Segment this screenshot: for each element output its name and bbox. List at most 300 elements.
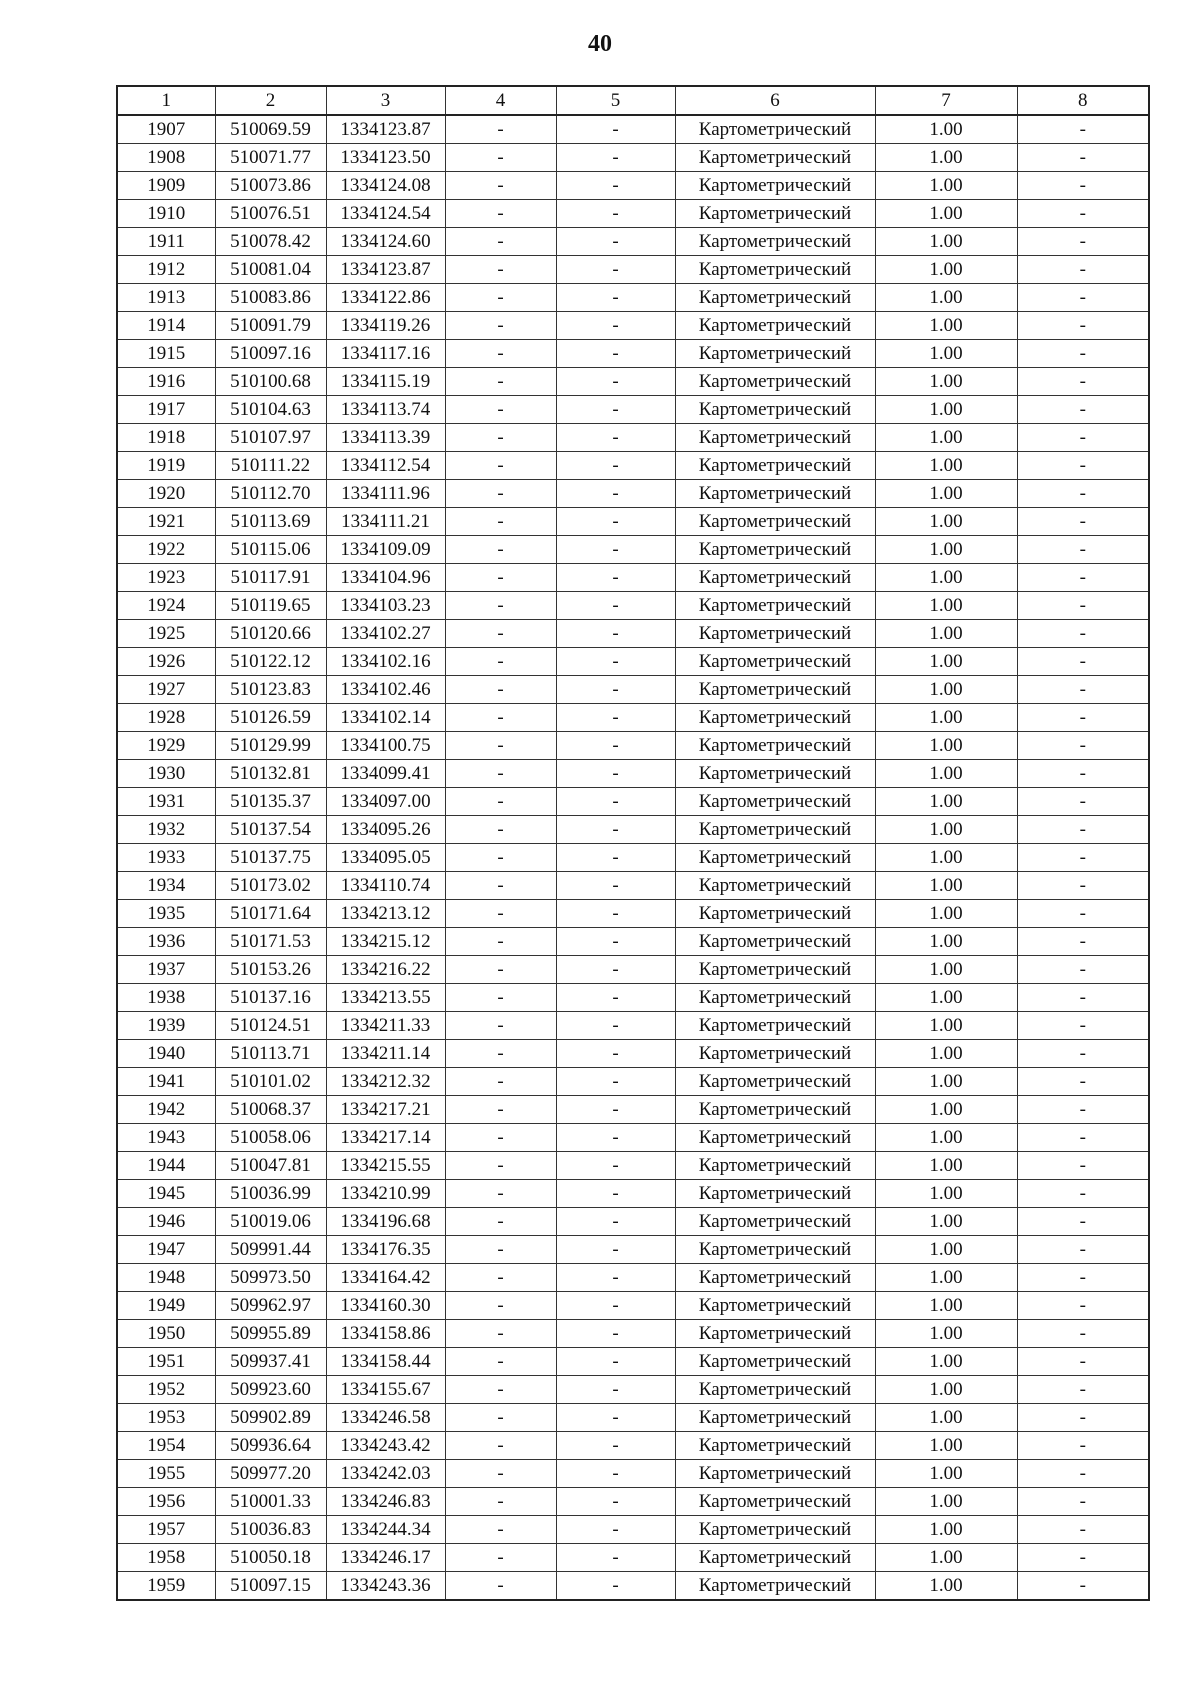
table-cell-col-4: - bbox=[445, 115, 556, 144]
table-cell-col-8: - bbox=[1017, 620, 1149, 648]
table-cell-col-8: - bbox=[1017, 1516, 1149, 1544]
table-row bbox=[117, 1068, 1149, 1096]
table-cell-col-1: 1942 bbox=[117, 1096, 215, 1124]
table-cell-col-5: - bbox=[556, 1180, 675, 1208]
table-cell-col-3: 1334095.05 bbox=[326, 844, 445, 872]
table-cell-col-8: - bbox=[1017, 1348, 1149, 1376]
table-cell-col-7: 1.00 bbox=[875, 872, 1017, 900]
table-cell-col-5: - bbox=[556, 1292, 675, 1320]
table-cell-col-1: 1944 bbox=[117, 1152, 215, 1180]
table-cell-col-3: 1334115.19 bbox=[326, 368, 445, 396]
table-cell-col-8: - bbox=[1017, 1544, 1149, 1572]
table-row bbox=[117, 676, 1149, 704]
table-cell-col-1: 1918 bbox=[117, 424, 215, 452]
table-cell-col-6: Картометрический bbox=[675, 872, 875, 900]
table-cell-col-1: 1948 bbox=[117, 1264, 215, 1292]
table-row bbox=[117, 788, 1149, 816]
table-row bbox=[117, 844, 1149, 872]
table-cell-col-8: - bbox=[1017, 648, 1149, 676]
table-cell-col-1: 1913 bbox=[117, 284, 215, 312]
table-cell-col-2: 509955.89 bbox=[215, 1320, 326, 1348]
table-cell-col-6: Картометрический bbox=[675, 1264, 875, 1292]
table-cell-col-7: 1.00 bbox=[875, 1460, 1017, 1488]
table-cell-col-2: 510100.68 bbox=[215, 368, 326, 396]
table-cell-col-3: 1334213.12 bbox=[326, 900, 445, 928]
table-cell-col-1: 1949 bbox=[117, 1292, 215, 1320]
table-cell-col-1: 1910 bbox=[117, 200, 215, 228]
table-cell-col-6: Картометрический bbox=[675, 788, 875, 816]
table-cell-col-6: Картометрический bbox=[675, 480, 875, 508]
table-cell-col-8: - bbox=[1017, 508, 1149, 536]
table-cell-col-7: 1.00 bbox=[875, 1068, 1017, 1096]
table-cell-col-2: 509936.64 bbox=[215, 1432, 326, 1460]
table-cell-col-7: 1.00 bbox=[875, 340, 1017, 368]
table-cell-col-5: - bbox=[556, 648, 675, 676]
table-row bbox=[117, 1320, 1149, 1348]
table-cell-col-1: 1917 bbox=[117, 396, 215, 424]
table-cell-col-7: 1.00 bbox=[875, 1012, 1017, 1040]
table-cell-col-6: Картометрический bbox=[675, 228, 875, 256]
table-cell-col-5: - bbox=[556, 368, 675, 396]
table-cell-col-7: 1.00 bbox=[875, 592, 1017, 620]
table-cell-col-1: 1953 bbox=[117, 1404, 215, 1432]
table-cell-col-1: 1945 bbox=[117, 1180, 215, 1208]
table-cell-col-5: - bbox=[556, 340, 675, 368]
table-cell-col-2: 510137.54 bbox=[215, 816, 326, 844]
table-cell-col-2: 510001.33 bbox=[215, 1488, 326, 1516]
table-cell-col-6: Картометрический bbox=[675, 508, 875, 536]
table-cell-col-3: 1334100.75 bbox=[326, 732, 445, 760]
table-cell-col-4: - bbox=[445, 648, 556, 676]
table-cell-col-2: 510173.02 bbox=[215, 872, 326, 900]
table-cell-col-4: - bbox=[445, 564, 556, 592]
table-cell-col-2: 510132.81 bbox=[215, 760, 326, 788]
table-cell-col-1: 1958 bbox=[117, 1544, 215, 1572]
table-cell-col-7: 1.00 bbox=[875, 816, 1017, 844]
table-cell-col-2: 510036.99 bbox=[215, 1180, 326, 1208]
table-cell-col-6: Картометрический bbox=[675, 200, 875, 228]
table-cell-col-3: 1334215.12 bbox=[326, 928, 445, 956]
table-cell-col-1: 1919 bbox=[117, 452, 215, 480]
table-row bbox=[117, 1404, 1149, 1432]
table-cell-col-5: - bbox=[556, 144, 675, 172]
table-cell-col-3: 1334242.03 bbox=[326, 1460, 445, 1488]
table-cell-col-1: 1959 bbox=[117, 1572, 215, 1601]
table-cell-col-5: - bbox=[556, 1068, 675, 1096]
table-cell-col-6: Картометрический bbox=[675, 1544, 875, 1572]
table-cell-col-4: - bbox=[445, 620, 556, 648]
table-cell-col-7: 1.00 bbox=[875, 284, 1017, 312]
table-cell-col-2: 510123.83 bbox=[215, 676, 326, 704]
table-cell-col-3: 1334246.58 bbox=[326, 1404, 445, 1432]
table-cell-col-6: Картометрический bbox=[675, 284, 875, 312]
table-cell-col-8: - bbox=[1017, 1460, 1149, 1488]
table-cell-col-8: - bbox=[1017, 256, 1149, 284]
table-cell-col-5: - bbox=[556, 1348, 675, 1376]
page-number: 40 bbox=[588, 31, 612, 57]
table-cell-col-6: Картометрический bbox=[675, 956, 875, 984]
table-cell-col-6: Картометрический bbox=[675, 1460, 875, 1488]
table-cell-col-6: Картометрический bbox=[675, 1292, 875, 1320]
table-cell-col-5: - bbox=[556, 1544, 675, 1572]
table-cell-col-3: 1334123.50 bbox=[326, 144, 445, 172]
table-cell-col-6: Картометрический bbox=[675, 1152, 875, 1180]
table-cell-col-7: 1.00 bbox=[875, 564, 1017, 592]
table-cell-col-1: 1946 bbox=[117, 1208, 215, 1236]
table-cell-col-6: Картометрический bbox=[675, 1096, 875, 1124]
table-cell-col-5: - bbox=[556, 984, 675, 1012]
table-cell-col-1: 1909 bbox=[117, 172, 215, 200]
table-cell-col-4: - bbox=[445, 284, 556, 312]
table-row bbox=[117, 200, 1149, 228]
table-cell-col-1: 1931 bbox=[117, 788, 215, 816]
table-row bbox=[117, 340, 1149, 368]
table-cell-col-3: 1334112.54 bbox=[326, 452, 445, 480]
table-cell-col-4: - bbox=[445, 1040, 556, 1068]
table-cell-col-3: 1334117.16 bbox=[326, 340, 445, 368]
table-cell-col-5: - bbox=[556, 1320, 675, 1348]
table-cell-col-3: 1334111.21 bbox=[326, 508, 445, 536]
table-cell-col-3: 1334124.60 bbox=[326, 228, 445, 256]
table-cell-col-5: - bbox=[556, 788, 675, 816]
table-row bbox=[117, 1180, 1149, 1208]
table-cell-col-2: 510124.51 bbox=[215, 1012, 326, 1040]
table-cell-col-3: 1334244.34 bbox=[326, 1516, 445, 1544]
table-cell-col-1: 1912 bbox=[117, 256, 215, 284]
table-cell-col-6: Картометрический bbox=[675, 1124, 875, 1152]
table-cell-col-8: - bbox=[1017, 452, 1149, 480]
table-cell-col-1: 1932 bbox=[117, 816, 215, 844]
table-row bbox=[117, 1096, 1149, 1124]
table-cell-col-8: - bbox=[1017, 984, 1149, 1012]
table-cell-col-8: - bbox=[1017, 760, 1149, 788]
table-row bbox=[117, 928, 1149, 956]
table-row bbox=[117, 144, 1149, 172]
table-cell-col-7: 1.00 bbox=[875, 1124, 1017, 1152]
table-cell-col-5: - bbox=[556, 1096, 675, 1124]
table-cell-col-3: 1334155.67 bbox=[326, 1376, 445, 1404]
table-cell-col-6: Картометрический bbox=[675, 1068, 875, 1096]
coordinates-table bbox=[116, 85, 1150, 1601]
table-cell-col-6: Картометрический bbox=[675, 396, 875, 424]
table-cell-col-8: - bbox=[1017, 676, 1149, 704]
table-cell-col-8: - bbox=[1017, 704, 1149, 732]
table-cell-col-8: - bbox=[1017, 1572, 1149, 1601]
table-cell-col-4: - bbox=[445, 956, 556, 984]
table-cell-col-1: 1921 bbox=[117, 508, 215, 536]
table-cell-col-1: 1922 bbox=[117, 536, 215, 564]
table-cell-col-5: - bbox=[556, 1404, 675, 1432]
table-cell-col-4: - bbox=[445, 508, 556, 536]
table-cell-col-3: 1334102.27 bbox=[326, 620, 445, 648]
table-cell-col-6: Картометрический bbox=[675, 1012, 875, 1040]
table-cell-col-2: 509977.20 bbox=[215, 1460, 326, 1488]
table-cell-col-5: - bbox=[556, 228, 675, 256]
table-cell-col-2: 510071.77 bbox=[215, 144, 326, 172]
table-cell-col-8: - bbox=[1017, 1208, 1149, 1236]
table-cell-col-3: 1334217.14 bbox=[326, 1124, 445, 1152]
table-cell-col-8: - bbox=[1017, 536, 1149, 564]
table-cell-col-6: Картометрический bbox=[675, 704, 875, 732]
table-cell-col-1: 1926 bbox=[117, 648, 215, 676]
table-cell-col-2: 510047.81 bbox=[215, 1152, 326, 1180]
table-cell-col-7: 1.00 bbox=[875, 984, 1017, 1012]
table-cell-col-7: 1.00 bbox=[875, 1348, 1017, 1376]
table-row bbox=[117, 872, 1149, 900]
table-cell-col-1: 1947 bbox=[117, 1236, 215, 1264]
table-cell-col-1: 1920 bbox=[117, 480, 215, 508]
table-row bbox=[117, 1432, 1149, 1460]
table-cell-col-2: 509937.41 bbox=[215, 1348, 326, 1376]
table-cell-col-8: - bbox=[1017, 368, 1149, 396]
table-cell-col-4: - bbox=[445, 1264, 556, 1292]
table-cell-col-8: - bbox=[1017, 284, 1149, 312]
table-row bbox=[117, 1264, 1149, 1292]
table-cell-col-7: 1.00 bbox=[875, 200, 1017, 228]
table-cell-col-1: 1941 bbox=[117, 1068, 215, 1096]
table-cell-col-3: 1334113.39 bbox=[326, 424, 445, 452]
table-cell-col-7: 1.00 bbox=[875, 1096, 1017, 1124]
table-cell-col-5: - bbox=[556, 1040, 675, 1068]
table-cell-col-8: - bbox=[1017, 396, 1149, 424]
table-row bbox=[117, 1152, 1149, 1180]
table-cell-col-8: - bbox=[1017, 956, 1149, 984]
table-cell-col-5: - bbox=[556, 564, 675, 592]
table-cell-col-4: - bbox=[445, 1292, 556, 1320]
table-cell-col-1: 1936 bbox=[117, 928, 215, 956]
table-cell-col-8: - bbox=[1017, 172, 1149, 200]
table-cell-col-2: 510069.59 bbox=[215, 115, 326, 144]
table-cell-col-5: - bbox=[556, 760, 675, 788]
table-cell-col-3: 1334217.21 bbox=[326, 1096, 445, 1124]
table-cell-col-2: 510119.65 bbox=[215, 592, 326, 620]
table-cell-col-5: - bbox=[556, 480, 675, 508]
table-cell-col-7: 1.00 bbox=[875, 844, 1017, 872]
table-cell-col-3: 1334103.23 bbox=[326, 592, 445, 620]
table-body bbox=[117, 115, 1149, 1600]
table-cell-col-5: - bbox=[556, 312, 675, 340]
table-cell-col-5: - bbox=[556, 115, 675, 144]
header-row bbox=[117, 86, 1149, 115]
table-cell-col-4: - bbox=[445, 788, 556, 816]
table-cell-col-7: 1.00 bbox=[875, 536, 1017, 564]
table-cell-col-2: 510076.51 bbox=[215, 200, 326, 228]
table-row bbox=[117, 536, 1149, 564]
table-cell-col-1: 1950 bbox=[117, 1320, 215, 1348]
table-row bbox=[117, 1488, 1149, 1516]
table-cell-col-5: - bbox=[556, 1124, 675, 1152]
table-cell-col-8: - bbox=[1017, 1012, 1149, 1040]
table-cell-col-3: 1334102.14 bbox=[326, 704, 445, 732]
table-cell-col-4: - bbox=[445, 1432, 556, 1460]
table-cell-col-5: - bbox=[556, 1236, 675, 1264]
table-cell-col-2: 509902.89 bbox=[215, 1404, 326, 1432]
table-cell-col-3: 1334123.87 bbox=[326, 256, 445, 284]
table-cell-col-2: 510091.79 bbox=[215, 312, 326, 340]
table-cell-col-3: 1334099.41 bbox=[326, 760, 445, 788]
table-cell-col-4: - bbox=[445, 368, 556, 396]
table-cell-col-8: - bbox=[1017, 1096, 1149, 1124]
table-cell-col-1: 1951 bbox=[117, 1348, 215, 1376]
table-cell-col-8: - bbox=[1017, 144, 1149, 172]
table-cell-col-2: 510135.37 bbox=[215, 788, 326, 816]
table-cell-col-8: - bbox=[1017, 480, 1149, 508]
table-cell-col-1: 1939 bbox=[117, 1012, 215, 1040]
table-cell-col-4: - bbox=[445, 676, 556, 704]
table-cell-col-4: - bbox=[445, 872, 556, 900]
table-cell-col-5: - bbox=[556, 200, 675, 228]
table-cell-col-3: 1334215.55 bbox=[326, 1152, 445, 1180]
table-cell-col-6: Картометрический bbox=[675, 1040, 875, 1068]
table-cell-col-8: - bbox=[1017, 844, 1149, 872]
table-row bbox=[117, 1516, 1149, 1544]
table-cell-col-1: 1943 bbox=[117, 1124, 215, 1152]
table-cell-col-4: - bbox=[445, 1068, 556, 1096]
table-cell-col-4: - bbox=[445, 1348, 556, 1376]
table-cell-col-1: 1934 bbox=[117, 872, 215, 900]
table-cell-col-8: - bbox=[1017, 1404, 1149, 1432]
table-cell-col-5: - bbox=[556, 872, 675, 900]
table-cell-col-7: 1.00 bbox=[875, 172, 1017, 200]
table-cell-col-5: - bbox=[556, 1516, 675, 1544]
table-cell-col-6: Картометрический bbox=[675, 844, 875, 872]
table-cell-col-8: - bbox=[1017, 1152, 1149, 1180]
table-cell-col-4: - bbox=[445, 1320, 556, 1348]
table-cell-col-1: 1908 bbox=[117, 144, 215, 172]
table-cell-col-2: 510083.86 bbox=[215, 284, 326, 312]
table-cell-col-7: 1.00 bbox=[875, 1376, 1017, 1404]
table-cell-col-2: 510137.16 bbox=[215, 984, 326, 1012]
table-cell-col-1: 1929 bbox=[117, 732, 215, 760]
table-cell-col-6: Картометрический bbox=[675, 1236, 875, 1264]
table-cell-col-1: 1938 bbox=[117, 984, 215, 1012]
table-cell-col-1: 1955 bbox=[117, 1460, 215, 1488]
table-cell-col-2: 509962.97 bbox=[215, 1292, 326, 1320]
table-cell-col-4: - bbox=[445, 760, 556, 788]
table-row bbox=[117, 592, 1149, 620]
table-cell-col-5: - bbox=[556, 956, 675, 984]
table-cell-col-6: Картометрический bbox=[675, 1320, 875, 1348]
table-cell-col-1: 1925 bbox=[117, 620, 215, 648]
table-cell-col-2: 510019.06 bbox=[215, 1208, 326, 1236]
table-cell-col-7: 1.00 bbox=[875, 1236, 1017, 1264]
table-cell-col-7: 1.00 bbox=[875, 115, 1017, 144]
table-cell-col-5: - bbox=[556, 424, 675, 452]
column-header-2: 2 bbox=[215, 86, 326, 115]
table-cell-col-5: - bbox=[556, 172, 675, 200]
table-cell-col-3: 1334109.09 bbox=[326, 536, 445, 564]
table-cell-col-4: - bbox=[445, 1180, 556, 1208]
table-cell-col-7: 1.00 bbox=[875, 1040, 1017, 1068]
table-row bbox=[117, 1460, 1149, 1488]
column-header-1: 1 bbox=[117, 86, 215, 115]
table-cell-col-3: 1334213.55 bbox=[326, 984, 445, 1012]
table-row bbox=[117, 1208, 1149, 1236]
table-cell-col-3: 1334097.00 bbox=[326, 788, 445, 816]
table-cell-col-5: - bbox=[556, 508, 675, 536]
table-cell-col-4: - bbox=[445, 312, 556, 340]
table-cell-col-7: 1.00 bbox=[875, 928, 1017, 956]
table-cell-col-6: Картометрический bbox=[675, 340, 875, 368]
table-cell-col-2: 510101.02 bbox=[215, 1068, 326, 1096]
column-header-4: 4 bbox=[445, 86, 556, 115]
table-cell-col-5: - bbox=[556, 256, 675, 284]
table-row bbox=[117, 228, 1149, 256]
table-cell-col-6: Картометрический bbox=[675, 256, 875, 284]
table-cell-col-8: - bbox=[1017, 115, 1149, 144]
table-cell-col-2: 510171.53 bbox=[215, 928, 326, 956]
table-cell-col-1: 1928 bbox=[117, 704, 215, 732]
table-cell-col-3: 1334119.26 bbox=[326, 312, 445, 340]
table-cell-col-1: 1907 bbox=[117, 115, 215, 144]
table-cell-col-2: 510081.04 bbox=[215, 256, 326, 284]
table-cell-col-1: 1930 bbox=[117, 760, 215, 788]
table-cell-col-3: 1334124.54 bbox=[326, 200, 445, 228]
table-row bbox=[117, 620, 1149, 648]
table-cell-col-3: 1334196.68 bbox=[326, 1208, 445, 1236]
table-cell-col-4: - bbox=[445, 256, 556, 284]
table-cell-col-8: - bbox=[1017, 228, 1149, 256]
table-cell-col-3: 1334110.74 bbox=[326, 872, 445, 900]
table-cell-col-7: 1.00 bbox=[875, 1516, 1017, 1544]
table-row bbox=[117, 1124, 1149, 1152]
table-cell-col-8: - bbox=[1017, 788, 1149, 816]
table-cell-col-5: - bbox=[556, 452, 675, 480]
table-row bbox=[117, 564, 1149, 592]
table-cell-col-6: Картометрический bbox=[675, 676, 875, 704]
table-cell-col-8: - bbox=[1017, 1264, 1149, 1292]
table-cell-col-8: - bbox=[1017, 312, 1149, 340]
table-cell-col-4: - bbox=[445, 1124, 556, 1152]
table-cell-col-4: - bbox=[445, 704, 556, 732]
column-header-5: 5 bbox=[556, 86, 675, 115]
table-cell-col-7: 1.00 bbox=[875, 1432, 1017, 1460]
table-cell-col-2: 510117.91 bbox=[215, 564, 326, 592]
table-cell-col-5: - bbox=[556, 1264, 675, 1292]
table-cell-col-5: - bbox=[556, 1012, 675, 1040]
table-cell-col-2: 510126.59 bbox=[215, 704, 326, 732]
table-cell-col-8: - bbox=[1017, 1236, 1149, 1264]
table-cell-col-5: - bbox=[556, 816, 675, 844]
table-cell-col-5: - bbox=[556, 536, 675, 564]
table-cell-col-4: - bbox=[445, 1460, 556, 1488]
table-cell-col-2: 510097.16 bbox=[215, 340, 326, 368]
table-cell-col-4: - bbox=[445, 480, 556, 508]
table-cell-col-6: Картометрический bbox=[675, 1572, 875, 1601]
table-cell-col-4: - bbox=[445, 200, 556, 228]
table-cell-col-2: 510115.06 bbox=[215, 536, 326, 564]
column-header-7: 7 bbox=[875, 86, 1017, 115]
column-header-3: 3 bbox=[326, 86, 445, 115]
table-cell-col-8: - bbox=[1017, 592, 1149, 620]
table-cell-col-7: 1.00 bbox=[875, 1572, 1017, 1601]
table-cell-col-4: - bbox=[445, 1096, 556, 1124]
table-cell-col-6: Картометрический bbox=[675, 1376, 875, 1404]
table-cell-col-6: Картометрический bbox=[675, 1432, 875, 1460]
table-cell-col-4: - bbox=[445, 984, 556, 1012]
table-cell-col-1: 1935 bbox=[117, 900, 215, 928]
table-cell-col-7: 1.00 bbox=[875, 1404, 1017, 1432]
table-cell-col-5: - bbox=[556, 676, 675, 704]
table-header bbox=[117, 86, 1149, 115]
table-cell-col-6: Картометрический bbox=[675, 984, 875, 1012]
table-cell-col-6: Картометрический bbox=[675, 115, 875, 144]
table-cell-col-3: 1334123.87 bbox=[326, 115, 445, 144]
table-cell-col-7: 1.00 bbox=[875, 1544, 1017, 1572]
table-cell-col-2: 510137.75 bbox=[215, 844, 326, 872]
table-cell-col-3: 1334243.42 bbox=[326, 1432, 445, 1460]
table-row bbox=[117, 480, 1149, 508]
